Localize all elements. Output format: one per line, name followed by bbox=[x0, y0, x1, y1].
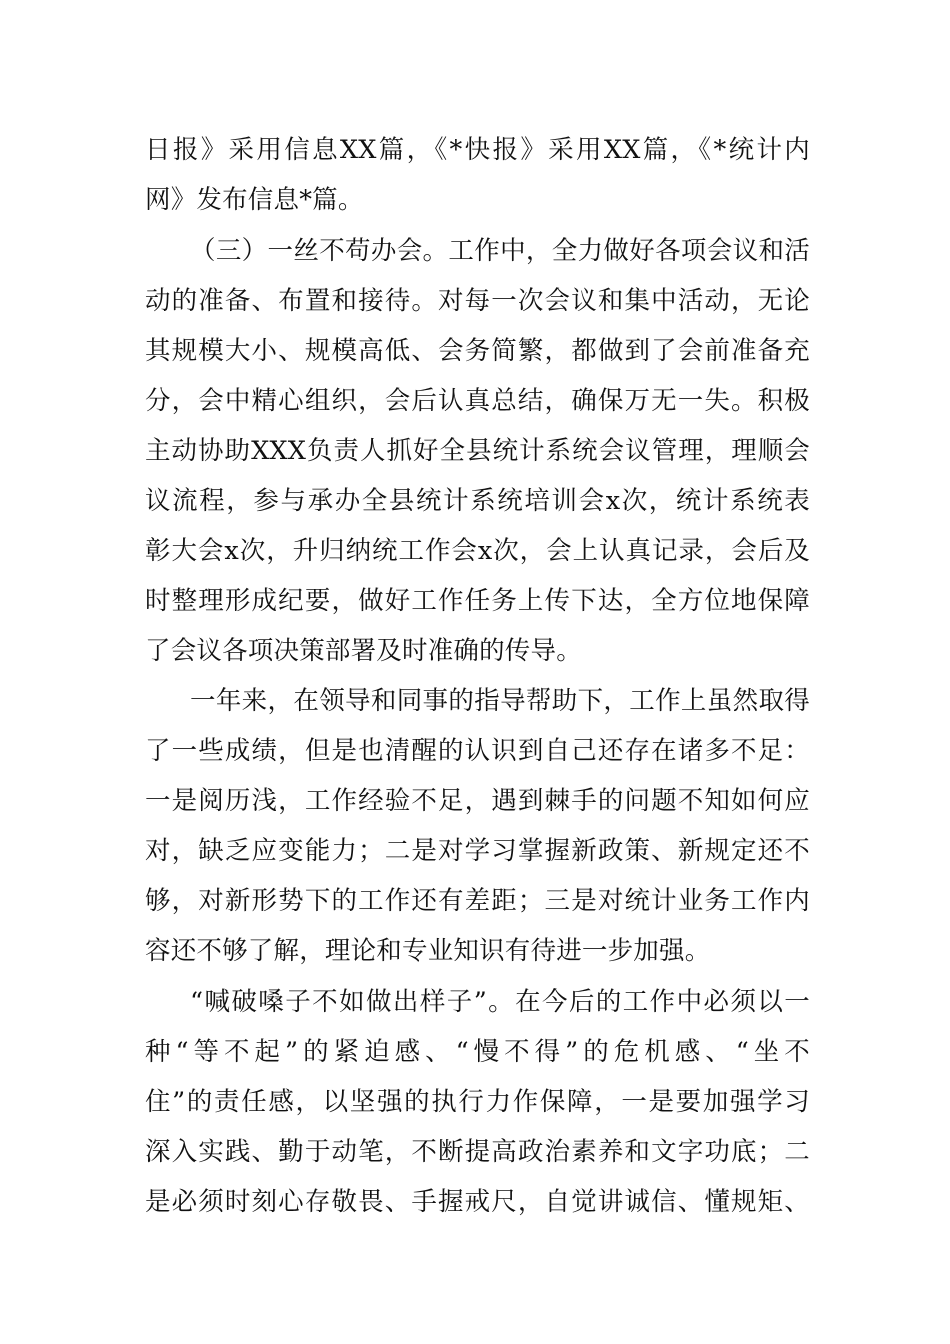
text-line: 动的准备、布置和接待。对每一次会议和集中活动，无论 bbox=[145, 286, 810, 316]
text-line: 一是阅历浅，工作经验不足，遇到棘手的问题不知如何应 bbox=[145, 786, 810, 816]
text-line: 一年来，在领导和同事的指导帮助下，工作上虽然取得 bbox=[190, 686, 810, 716]
text-line: 分，会中精心组织，会后认真总结，确保万无一失。积极 bbox=[145, 386, 810, 416]
text-line: 是必须时刻心存敬畏、手握戒尺，自觉讲诚信、懂规矩、 bbox=[145, 1187, 810, 1217]
text-line: 了会议各项决策部署及时准确的传导。 bbox=[145, 636, 582, 666]
text-line: 时整理形成纪要，做好工作任务上传下达，全方位地保障 bbox=[145, 586, 810, 616]
text-line: 够，对新形势下的工作还有差距；三是对统计业务工作内 bbox=[145, 886, 810, 916]
text-line: 彰大会x次，升归纳统工作会x次，会上认真记录，会后及 bbox=[145, 536, 810, 566]
text-line: 主动协助XXX负责人抓好全县统计系统会议管理，理顺会 bbox=[145, 436, 810, 466]
text-line: 日报》采用信息XX篇，《*快报》采用XX篇，《*统计内 bbox=[145, 135, 810, 165]
text-line: 住”的责任感，以坚强的执行力作保障，一是要加强学习 bbox=[145, 1087, 810, 1117]
text-line: “喊破嗓子不如做出样子”。在今后的工作中必须以一 bbox=[190, 987, 810, 1017]
text-line: （三）一丝不苟办会。工作中，全力做好各项会议和活 bbox=[190, 236, 810, 266]
text-line: 种“等不起”的紧迫感、“慢不得”的危机感、“坐不 bbox=[145, 1037, 810, 1067]
text-line: 深入实践、勤于动笔，不断提高政治素养和文字功底；二 bbox=[145, 1137, 810, 1167]
text-line: 网》发布信息*篇。 bbox=[145, 185, 364, 215]
text-line: 对，缺乏应变能力；二是对学习掌握新政策、新规定还不 bbox=[145, 836, 810, 866]
text-line: 议流程，参与承办全县统计系统培训会x次，统计系统表 bbox=[145, 486, 810, 516]
text-line: 其规模大小、规模高低、会务简繁，都做到了会前准备充 bbox=[145, 336, 810, 366]
text-line: 容还不够了解，理论和专业知识有待进一步加强。 bbox=[145, 936, 711, 966]
text-line: 了一些成绩，但是也清醒的认识到自己还存在诸多不足： bbox=[145, 736, 810, 766]
